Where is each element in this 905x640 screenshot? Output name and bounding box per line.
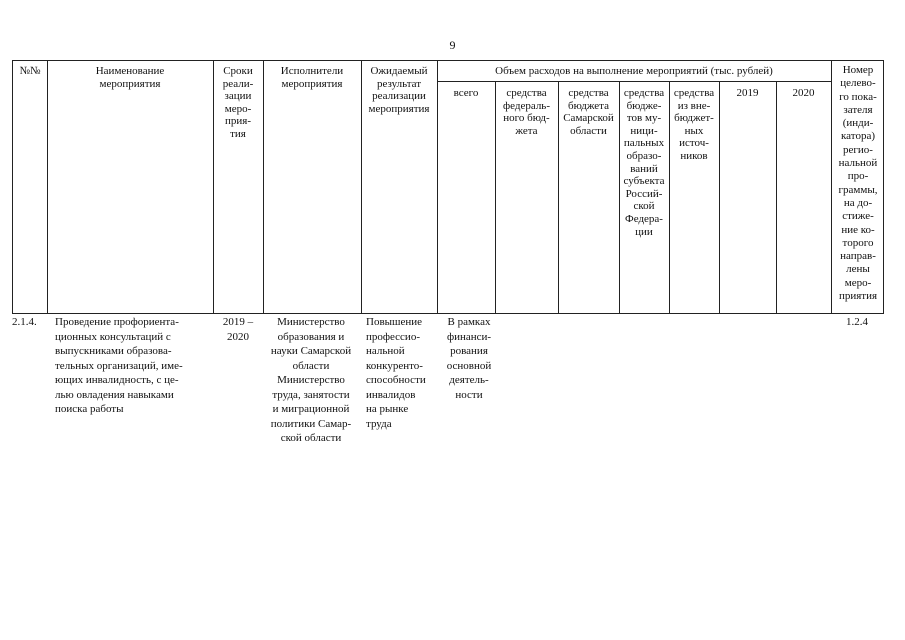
header-terms: Сроки реали- зации меро- прия- тия — [222, 65, 254, 140]
header-total: всего — [453, 87, 479, 99]
grid-line — [776, 81, 777, 313]
header-num: №№ — [19, 65, 41, 77]
header-federal: средства федераль- ного бюд- жета — [503, 87, 550, 137]
header-year-2019: 2019 — [736, 87, 759, 99]
page-number: 9 — [449, 38, 456, 52]
header-municipal: средства бюдже- тов му- ници- пальных образо- ваний субъекта Россий- ской Федера- ции — [623, 87, 665, 238]
grid-line — [263, 61, 264, 313]
header-year-2020: 2020 — [792, 87, 815, 99]
header-extrabudget: средства из вне- бюджет- ных источ- ников — [673, 87, 715, 162]
grid-line — [47, 61, 48, 313]
row-terms: 2019 – 2020 — [222, 316, 254, 343]
row-name: Проведение профориента- ционных консультаций с выпускниками образова- тельных организаций, име- ющих инвалидность, с це- лью овладения навыками поиска работы — [55, 316, 183, 415]
header-executors: Исполнители мероприятия — [280, 65, 344, 90]
row-total: В рамках финанси- рования основной деятель- ности — [446, 316, 492, 401]
header-result: Ожидаемый результат реализации мероприятия — [368, 65, 430, 115]
row-result: Повышение профессио- нальной конкуренто- способности инвалидов на рынке труда — [366, 316, 426, 430]
expenses-table — [12, 60, 884, 314]
header-regional: средства бюджета Самарской области — [563, 87, 614, 137]
header-indicator: Номер целево- го пока- зателя (инди- катора) регио- нальной про- граммы, на до- стиже- ние ко- торого направ- лены меро- приятия — [838, 64, 878, 303]
header-expenses-title: Объем расходов на выполнение мероприятий (тыс. рублей) — [495, 65, 773, 77]
row-executors: Министерство образования и науки Самарской области Министерство труда, занятости и миграционной политики Самар- ской области — [270, 316, 352, 444]
row-indicator: 1.2.4 — [846, 316, 868, 328]
grid-line — [437, 81, 831, 82]
header-name: Наименование мероприятия — [95, 65, 165, 90]
grid-line — [719, 81, 720, 313]
row-num: 2.1.4. — [12, 316, 37, 328]
